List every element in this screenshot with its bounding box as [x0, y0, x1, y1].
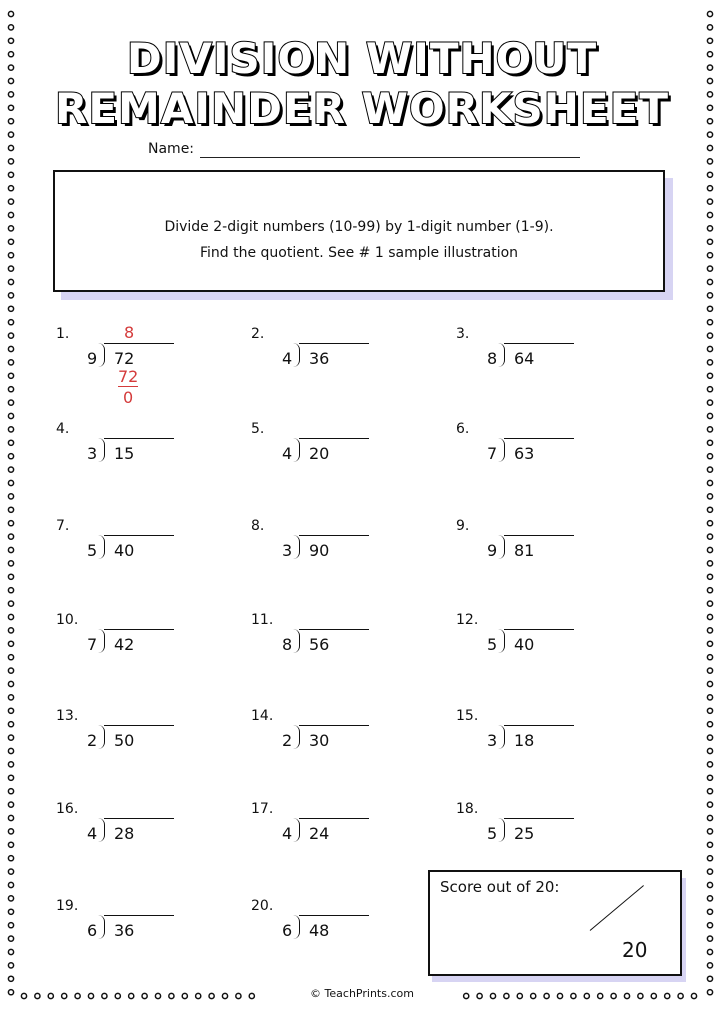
division-bracket [498, 438, 505, 462]
divisor: 4 [87, 824, 98, 843]
border-dot [8, 159, 13, 164]
border-dot [707, 279, 712, 284]
problem-number: 1. [56, 326, 70, 342]
dividend[interactable]: 28 [114, 824, 135, 843]
division-bracket [98, 818, 105, 842]
problem-number: 13. [56, 708, 79, 724]
divisor: 5 [87, 541, 98, 560]
problem-18 [456, 801, 606, 871]
border-dot [8, 212, 13, 217]
border-dot [8, 186, 13, 191]
divisor: 5 [487, 635, 498, 654]
problem-number: 17. [251, 801, 274, 817]
border-dot [707, 735, 712, 740]
problem-number: 4. [56, 421, 70, 437]
divisor: 3 [87, 444, 98, 463]
dividend[interactable]: 64 [514, 349, 535, 368]
division-bar [299, 438, 369, 439]
border-dot [707, 413, 712, 418]
dividend[interactable]: 20 [309, 444, 330, 463]
border-dot [8, 869, 13, 874]
dividend[interactable]: 42 [114, 635, 135, 654]
border-dot [707, 547, 712, 552]
dividend[interactable]: 40 [514, 635, 535, 654]
border-dot [707, 708, 712, 713]
division-bar [504, 535, 574, 536]
border-dot [8, 293, 13, 298]
border-dot [707, 186, 712, 191]
border-dot [8, 748, 13, 753]
division-bracket [498, 629, 505, 653]
border-dot [707, 655, 712, 660]
border-dot [8, 923, 13, 928]
border-dot [8, 373, 13, 378]
instructions-line2: Find the quotient. See # 1 sample illustration [199, 245, 519, 261]
division-bracket [98, 535, 105, 559]
border-dot [8, 494, 13, 499]
division-bar [504, 818, 574, 819]
division-bar [299, 343, 369, 344]
border-dot [707, 775, 712, 780]
border-dot [707, 614, 712, 619]
score-label: Score out of 20: [440, 878, 560, 896]
worksheet-title-line1: DIVISION WITHOUT [126, 34, 598, 83]
border-dot [8, 534, 13, 539]
border-dot [8, 547, 13, 552]
divisor: 2 [87, 731, 98, 750]
divisor: 3 [282, 541, 293, 560]
problem-2 [251, 326, 401, 396]
division-bar [504, 438, 574, 439]
division-bar [104, 725, 174, 726]
border-dot [8, 976, 13, 981]
divisor: 7 [87, 635, 98, 654]
score-box [428, 870, 682, 976]
divisor: 2 [282, 731, 293, 750]
score-slash [590, 885, 644, 931]
division-bracket [98, 915, 105, 939]
border-dot [707, 387, 712, 392]
dividend[interactable]: 90 [309, 541, 330, 560]
border-dot [707, 427, 712, 432]
problem-4 [56, 421, 206, 491]
border-dot [8, 561, 13, 566]
border-dot [8, 25, 13, 30]
division-bracket [293, 438, 300, 462]
division-bar [104, 343, 174, 344]
problem-7 [56, 518, 206, 588]
problem-number: 18. [456, 801, 479, 817]
border-dot [707, 454, 712, 459]
border-dot [707, 253, 712, 258]
dividend[interactable]: 50 [114, 731, 135, 750]
border-dot [8, 400, 13, 405]
division-bar [504, 725, 574, 726]
division-bar [504, 343, 574, 344]
border-dot [707, 400, 712, 405]
problem-number: 20. [251, 898, 274, 914]
border-dot [8, 440, 13, 445]
border-dot [707, 601, 712, 606]
division-bar [504, 629, 574, 630]
problem-8 [251, 518, 401, 588]
problem-19 [56, 898, 206, 968]
division-bracket [98, 438, 105, 462]
border-dot [707, 882, 712, 887]
border-dot [707, 333, 712, 338]
border-dot [707, 789, 712, 794]
border-dot [707, 856, 712, 861]
division-bracket [98, 629, 105, 653]
border-dot [8, 132, 13, 137]
problem-3 [456, 326, 606, 396]
border-dot [707, 373, 712, 378]
border-dot [8, 320, 13, 325]
problem-number: 11. [251, 612, 274, 628]
dividend[interactable]: 30 [309, 731, 330, 750]
border-dot [8, 856, 13, 861]
border-dot [8, 842, 13, 847]
border-dot [707, 695, 712, 700]
border-dot [707, 842, 712, 847]
border-dot [8, 346, 13, 351]
border-dot [8, 802, 13, 807]
border-dot [707, 226, 712, 231]
border-dot [8, 387, 13, 392]
border-dot [707, 748, 712, 753]
border-dot [8, 628, 13, 633]
border-dot [707, 681, 712, 686]
border-dot [707, 11, 712, 16]
division-bar [104, 915, 174, 916]
border-dot [707, 306, 712, 311]
problem-17 [251, 801, 401, 871]
problem-number: 2. [251, 326, 265, 342]
border-dot [707, 574, 712, 579]
dividend[interactable]: 36 [114, 921, 135, 940]
problem-5 [251, 421, 401, 491]
problem-number: 14. [251, 708, 274, 724]
border-dot [707, 588, 712, 593]
dividend[interactable]: 81 [514, 541, 535, 560]
border-dot [707, 963, 712, 968]
border-dot [707, 480, 712, 485]
border-dot [8, 695, 13, 700]
border-dot [8, 708, 13, 713]
border-dot [707, 561, 712, 566]
division-bracket [98, 343, 105, 367]
problem-1 [56, 323, 206, 407]
problem-13 [56, 708, 206, 778]
border-dot [8, 480, 13, 485]
division-bar [104, 629, 174, 630]
divisor: 4 [282, 349, 293, 368]
border-dot [707, 534, 712, 539]
problem-number: 6. [456, 421, 470, 437]
border-dot [8, 507, 13, 512]
border-dot [8, 333, 13, 338]
border-dot [8, 172, 13, 177]
problem-number: 10. [56, 612, 79, 628]
problem-20 [251, 898, 401, 968]
sample-remainder: 0 [123, 388, 134, 407]
name-label: Name: [148, 141, 195, 157]
border-dot [8, 762, 13, 767]
problem-number: 19. [56, 898, 79, 914]
border-dot [707, 802, 712, 807]
division-bar [299, 818, 369, 819]
problem-number: 16. [56, 801, 79, 817]
dividend[interactable]: 63 [514, 444, 535, 463]
division-bar [299, 915, 369, 916]
divisor: 6 [282, 921, 293, 940]
division-bracket [293, 535, 300, 559]
divisor: 3 [487, 731, 498, 750]
problem-number: 8. [251, 518, 265, 534]
sample-quotient: 8 [124, 323, 135, 342]
border-dot [8, 936, 13, 941]
division-bracket [293, 915, 300, 939]
border-dot [8, 668, 13, 673]
border-dot [707, 762, 712, 767]
border-dot [8, 722, 13, 727]
border-dot [8, 226, 13, 231]
problem-number: 5. [251, 421, 265, 437]
border-dot [8, 588, 13, 593]
border-dot [8, 681, 13, 686]
border-dot [707, 360, 712, 365]
border-dot [707, 440, 712, 445]
divisor: 4 [282, 824, 293, 843]
problem-number: 15. [456, 708, 479, 724]
border-dot [707, 896, 712, 901]
division-bracket [498, 818, 505, 842]
division-bracket [293, 818, 300, 842]
sample-product: 72 [118, 367, 139, 386]
border-dot [707, 815, 712, 820]
border-dot [707, 467, 712, 472]
dividend[interactable]: 56 [309, 635, 330, 654]
dividend[interactable]: 72 [114, 349, 135, 368]
border-dot [8, 279, 13, 284]
divisor: 9 [487, 541, 498, 560]
border-dot [8, 11, 13, 16]
division-bracket [293, 629, 300, 653]
divisor: 6 [87, 921, 98, 940]
border-dot [8, 199, 13, 204]
name-field[interactable] [200, 157, 580, 158]
border-dot [8, 789, 13, 794]
division-bar [299, 535, 369, 536]
border-dot [707, 923, 712, 928]
dividend[interactable]: 48 [309, 921, 330, 940]
border-dot [8, 521, 13, 526]
division-bracket [293, 725, 300, 749]
border-dot [8, 735, 13, 740]
border-dot [8, 815, 13, 820]
footer-copyright: © TeachPrints.com [310, 987, 414, 1000]
border-dot [8, 360, 13, 365]
problem-number: 12. [456, 612, 479, 628]
border-dot [8, 574, 13, 579]
divisor: 5 [487, 824, 498, 843]
border-dot [8, 601, 13, 606]
border-dot [707, 159, 712, 164]
border-dot [707, 25, 712, 30]
divisor: 9 [87, 349, 98, 368]
border-dot [707, 628, 712, 633]
border-dot [8, 882, 13, 887]
border-dot [8, 427, 13, 432]
border-dot [707, 132, 712, 137]
border-dot [707, 266, 712, 271]
border-dot [8, 253, 13, 258]
problem-number: 9. [456, 518, 470, 534]
score-total: 20 [622, 938, 648, 962]
border-dot [707, 507, 712, 512]
division-bar [104, 438, 174, 439]
instructions-line1: Divide 2-digit numbers (10-99) by 1-digit number (1-9). [164, 219, 554, 235]
border-dot [8, 306, 13, 311]
border-dot [707, 936, 712, 941]
border-dot [8, 641, 13, 646]
border-dot [8, 896, 13, 901]
divisor: 8 [282, 635, 293, 654]
border-dot [8, 239, 13, 244]
divisor: 7 [487, 444, 498, 463]
border-dot [707, 976, 712, 981]
dividend[interactable]: 24 [309, 824, 330, 843]
problem-9 [456, 518, 606, 588]
division-bracket [498, 535, 505, 559]
problem-6 [456, 421, 606, 491]
dividend[interactable]: 36 [309, 349, 330, 368]
border-dot [707, 909, 712, 914]
problem-14 [251, 708, 401, 778]
border-dot [8, 909, 13, 914]
problem-12 [456, 612, 606, 682]
problem-16 [56, 801, 206, 871]
dividend[interactable]: 18 [514, 731, 535, 750]
divisor: 4 [282, 444, 293, 463]
border-dot [707, 722, 712, 727]
border-dot [707, 145, 712, 150]
division-bracket [293, 343, 300, 367]
border-dot [8, 949, 13, 954]
border-dot [8, 963, 13, 968]
problem-15 [456, 708, 606, 778]
border-dot [8, 614, 13, 619]
division-bracket [498, 725, 505, 749]
division-bar [299, 629, 369, 630]
division-bracket [98, 725, 105, 749]
problem-number: 3. [456, 326, 470, 342]
dividend[interactable]: 25 [514, 824, 535, 843]
border-dot [707, 829, 712, 834]
border-dot [8, 145, 13, 150]
border-dot [707, 199, 712, 204]
dividend[interactable]: 40 [114, 541, 135, 560]
division-bar [299, 725, 369, 726]
border-dot [707, 172, 712, 177]
border-dot [707, 212, 712, 217]
division-bar [104, 535, 174, 536]
worksheet-title-line2: REMAINDER WORKSHEET [55, 84, 669, 133]
problem-10 [56, 612, 206, 682]
border-dot [707, 320, 712, 325]
dividend[interactable]: 15 [114, 444, 135, 463]
border-dot [8, 655, 13, 660]
division-bracket [498, 343, 505, 367]
border-dot [707, 641, 712, 646]
border-dot [8, 775, 13, 780]
division-bar [104, 818, 174, 819]
border-dot [707, 521, 712, 526]
border-dot [707, 346, 712, 351]
divisor: 8 [487, 349, 498, 368]
instructions-box [53, 170, 665, 292]
problem-11 [251, 612, 401, 682]
border-dot [707, 239, 712, 244]
border-dot [707, 869, 712, 874]
problem-number: 7. [56, 518, 70, 534]
border-dot [707, 293, 712, 298]
border-dot [8, 829, 13, 834]
border-dot [707, 494, 712, 499]
border-dot [8, 454, 13, 459]
border-dot [707, 668, 712, 673]
border-dot [8, 413, 13, 418]
border-dot [8, 266, 13, 271]
border-dot [8, 467, 13, 472]
border-dot [707, 949, 712, 954]
